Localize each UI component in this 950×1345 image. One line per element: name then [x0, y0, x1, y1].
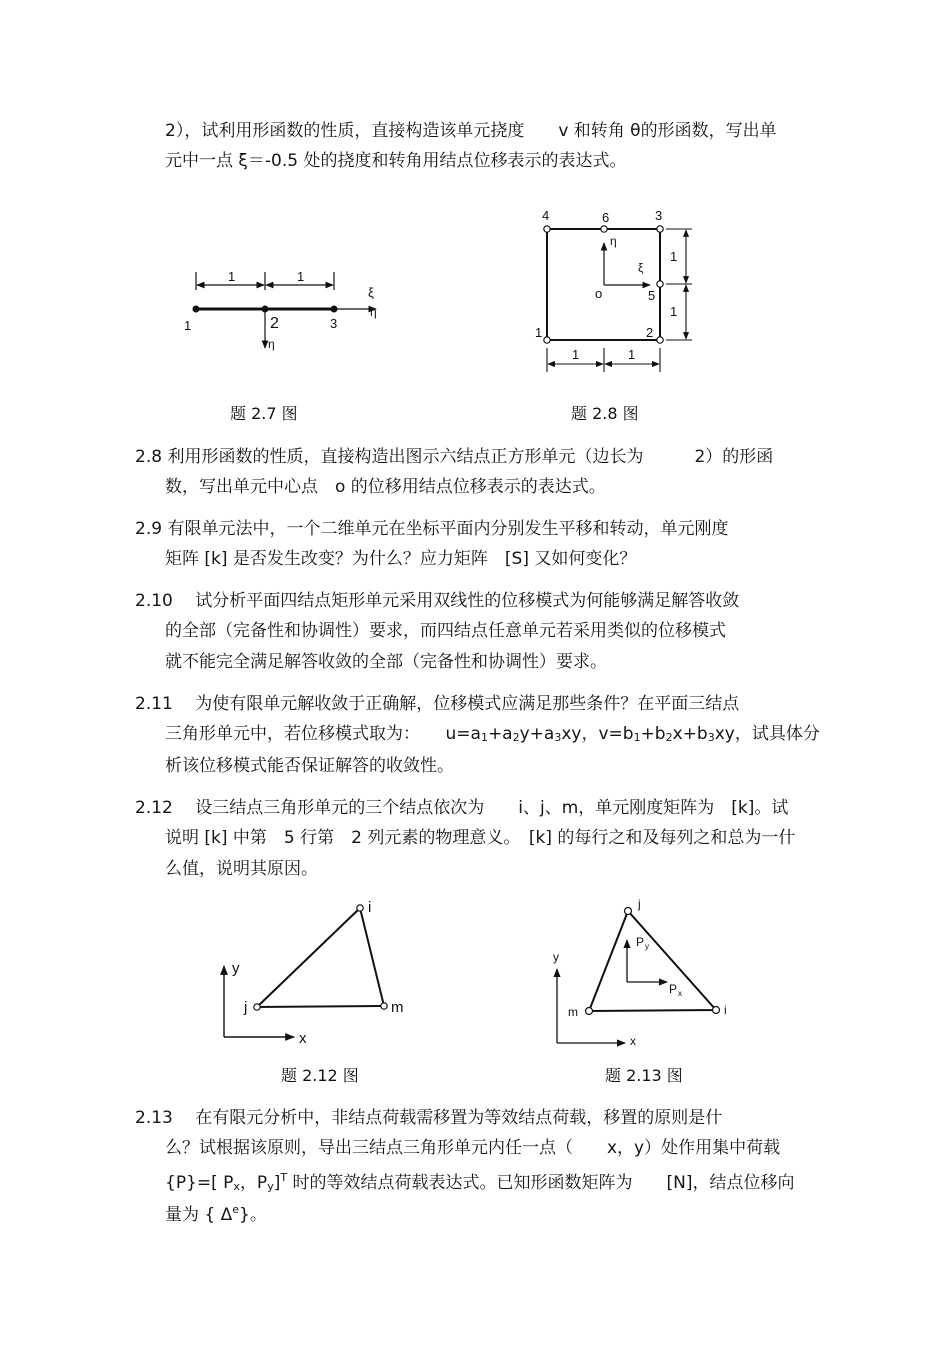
fig28-caption: 题 2.8 图	[571, 404, 639, 423]
fig213-node-label: m	[568, 1005, 578, 1019]
fig28-dim-label: 1	[670, 249, 678, 264]
q28-line-1: 2.8 利用形函数的性质，直接构造出图示六结点正方形单元（边长为 2）的形函	[135, 447, 774, 467]
q213-line-3: {P}=[ Px，Py]$^T$ 时的等效结点荷载表达式。已知形函数矩阵为 [N]，结点位移向	[165, 1171, 795, 1193]
fig212-triangle	[257, 908, 384, 1007]
q213-line-2: 么？试根据该原则，导出三结点三角形单元内任一点（ x，y）处作用集中荷载	[165, 1138, 781, 1158]
fig213-node	[586, 1008, 593, 1015]
fig27-node-label: 3	[330, 316, 338, 331]
q210-line-2: 的全部（完备性和协调性）要求，而四结点任意单元若采用类似的位移模式	[165, 621, 726, 641]
fig27-dim-label: 1	[228, 269, 236, 284]
fig212-node-label: i	[368, 899, 372, 916]
fig213-force-y-sub: y	[645, 942, 649, 951]
fig28-node-label: 2	[646, 325, 654, 340]
fig212-node	[254, 1004, 260, 1010]
fig28-dim-label: 1	[670, 304, 678, 319]
fig28-node-label: 6	[602, 210, 610, 225]
fig28-node-label: 3	[655, 208, 663, 223]
q212-line-1: 2.12 设三结点三角形单元的三个结点依次为 i、j、m，单元刚度矩阵为 [k]。试	[135, 798, 789, 818]
q212-line-3: 么值，说明其原因。	[165, 859, 318, 879]
fig27-dim-label: 1	[297, 269, 305, 284]
fig212-axis-x: x	[299, 1030, 307, 1047]
fig27-node	[193, 306, 200, 313]
fig212-node	[357, 905, 363, 911]
q213-line-4: 量为 { $\Delta^e$}。	[165, 1203, 267, 1225]
fig28-square	[547, 229, 660, 340]
fig213-axis-y: y	[553, 950, 559, 964]
fig212-node	[381, 1003, 387, 1009]
fig27-node	[331, 306, 338, 313]
fig212-node-label: j	[244, 999, 248, 1016]
fig212-caption: 题 2.12 图	[281, 1066, 359, 1085]
fig27-node-label: 1	[184, 318, 192, 333]
fig28-node	[657, 337, 663, 343]
q212-line-2: 说明 [k] 中第 5 行第 2 列元素的物理意义。 [k] 的每行之和及每列之和总为一什	[165, 828, 796, 848]
fig27-node	[262, 306, 269, 313]
fig28-node-label: 5	[648, 288, 656, 303]
q210-line-1: 2.10 试分析平面四结点矩形单元采用双线性的位移模式为何能够满足解答收敛	[135, 591, 740, 611]
fig213-node-label: i	[724, 1003, 727, 1017]
q211-line-2: 三角形单元中，若位移模式取为： u=a1+a2y+a3xy，v=b1+b2x+b3xy，试具体分	[165, 724, 820, 744]
fig27-node-label: 2	[270, 315, 279, 332]
fig213-force-y-label: P	[636, 935, 645, 949]
fig28-node	[657, 281, 663, 287]
fig28-node	[601, 226, 607, 232]
fig212-node-label: m	[391, 999, 404, 1016]
fig28-dim-label: 1	[628, 347, 636, 362]
fig28-node-label: 1	[535, 325, 543, 340]
fig212-axis-y: y	[232, 960, 240, 977]
q210-line-3: 就不能完全满足解答收敛的全部（完备性和协调性）要求。	[165, 652, 607, 672]
fig27-axis-xi: ξ	[368, 285, 374, 300]
fig28-axis-xi: ξ	[638, 261, 644, 275]
fig27-caption: 题 2.7 图	[230, 404, 298, 423]
fig28-axis-eta: η	[610, 234, 617, 248]
q211-line-1: 2.11 为使有限单元解收敛于正确解，位移模式应满足那些条件？在平面三结点	[135, 694, 740, 714]
intro-line-1: 2），试利用形函数的性质，直接构造该单元挠度 v 和转角 θ的形函数，写出单	[165, 121, 777, 141]
fig28-node	[544, 226, 550, 232]
q28-line-2: 数，写出单元中心点 o 的位移用结点位移表示的表达式。	[165, 477, 606, 497]
fig213-node	[713, 1007, 720, 1014]
fig213-node-label: j	[638, 897, 641, 911]
fig28-origin: o	[595, 286, 603, 301]
fig28-node-label: 4	[542, 208, 550, 223]
fig28-dim-label: 1	[572, 347, 580, 362]
fig27-axis-eta-down: η	[268, 337, 275, 351]
q213-line-1: 2.13 在有限元分析中，非结点荷载需移置为等效结点荷载，移置的原则是什	[135, 1108, 723, 1128]
fig213-node	[625, 908, 632, 915]
q29-line-2: 矩阵 [k] 是否发生改变？为什么？应力矩阵 [S] 又如何变化？	[165, 549, 637, 569]
q29-line-1: 2.9 有限单元法中，一个二维单元在坐标平面内分别发生平移和转动，单元刚度	[135, 519, 729, 539]
fig28-node	[544, 337, 550, 343]
fig213-triangle	[589, 911, 716, 1011]
fig27-axis-eta: η	[370, 305, 377, 319]
fig28-node	[657, 226, 663, 232]
fig213-caption: 题 2.13 图	[605, 1066, 683, 1085]
intro-line-2: 元中一点 ξ＝-0.5 处的挠度和转角用结点位移表示的表达式。	[165, 151, 627, 171]
q211-line-3: 析该位移模式能否保证解答的收敛性。	[165, 756, 454, 776]
fig213-force-x-sub: x	[678, 989, 682, 998]
fig213-axis-x: x	[630, 1034, 636, 1048]
fig213-force-x-label: P	[669, 982, 678, 996]
